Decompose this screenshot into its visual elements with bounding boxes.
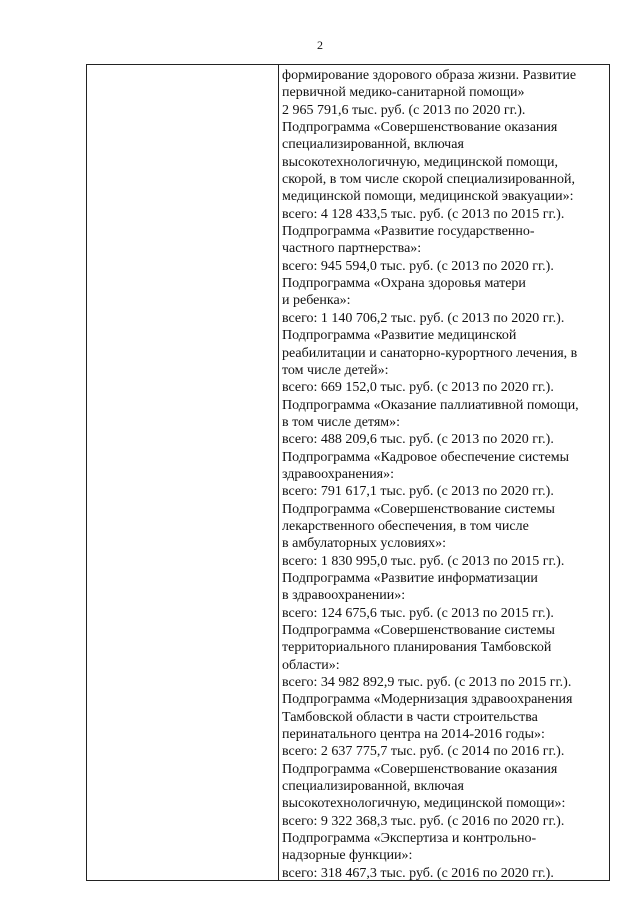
document-table <box>86 64 610 881</box>
text-line: территориального планирования Тамбовской <box>282 640 552 656</box>
text-line: всего: 9 322 368,3 тыс. руб. (с 2016 по 2020 гг.). <box>282 813 565 829</box>
text-line: Подпрограмма «Развитие информатизации <box>282 570 538 586</box>
text-line: 2 965 791,6 тыс. руб. (с 2013 по 2020 гг.). <box>282 102 526 118</box>
text-line: специализированной, включая <box>282 779 464 795</box>
text-line: в здравоохранении»: <box>282 588 406 604</box>
text-line: формирование здорового образа жизни. Развитие <box>282 68 577 83</box>
text-line: всего: 488 209,6 тыс. руб. (с 2013 по 2020 гг.). <box>282 432 554 448</box>
text-line: в том числе детям»: <box>282 414 401 430</box>
text-line: Подпрограмма «Модернизация здравоохранения <box>282 692 573 708</box>
text-line: медицинской помощи, медицинской эвакуации»: <box>282 189 574 205</box>
text-line: частного партнерства»: <box>282 241 422 257</box>
text-line: высокотехнологичную, медицинской помощи, <box>282 154 558 170</box>
text-line: Подпрограмма «Охрана здоровья матери <box>282 276 526 292</box>
text-line: Подпрограмма «Развитие государственно- <box>282 224 535 240</box>
text-line: здравоохранения»: <box>282 466 395 482</box>
text-line: всего: 4 128 433,5 тыс. руб. (с 2013 по 2015 гг.). <box>282 206 565 222</box>
table-right-cell <box>279 65 609 880</box>
text-line: всего: 945 594,0 тыс. руб. (с 2013 по 2020 гг.). <box>282 258 554 274</box>
text-line: надзорные функции»: <box>282 848 413 864</box>
text-line: всего: 318 467,3 тыс. руб. (с 2016 по 2020 гг.). <box>282 865 554 881</box>
text-line: высокотехнологичную, медицинской помощи»: <box>282 796 566 812</box>
table-left-cell <box>87 65 279 880</box>
text-line: Подпрограмма «Оказание паллиативной помощи, <box>282 397 579 413</box>
text-line: Подпрограмма «Совершенствование оказания <box>282 120 558 136</box>
text-line: всего: 1 830 995,0 тыс. руб. (с 2013 по 2015 гг.). <box>282 553 565 569</box>
text-line: Подпрограмма «Совершенствование оказания <box>282 761 558 777</box>
text-line: Подпрограмма «Совершенствование системы <box>282 501 555 517</box>
text-line: реабилитации и санаторно-курортного лечения, в <box>282 345 578 361</box>
text-line: том числе детей»: <box>282 362 389 378</box>
text-line: всего: 1 140 706,2 тыс. руб. (с 2013 по 2020 гг.). <box>282 310 565 326</box>
text-line: скорой, в том числе скорой специализированной, <box>282 172 576 188</box>
text-line: всего: 791 617,1 тыс. руб. (с 2013 по 2020 гг.). <box>282 484 554 500</box>
text-line: специализированной, включая <box>282 137 464 153</box>
text-line: Подпрограмма «Совершенствование системы <box>282 623 555 638</box>
text-line: всего: 2 637 775,7 тыс. руб. (с 2014 по 2016 гг.). <box>282 744 565 760</box>
text-line: Тамбовской области в части строительства <box>282 709 538 725</box>
text-line: лекарственного обеспечения, в том числе <box>282 518 529 534</box>
text-line: и ребенка»: <box>282 293 351 309</box>
text-line: Подпрограмма «Развитие медицинской <box>282 328 517 344</box>
text-line: первичной медико-санитарной помощи» <box>282 85 525 101</box>
text-line: всего: 669 152,0 тыс. руб. (с 2013 по 2020 гг.). <box>282 380 554 396</box>
text-line: в амбулаторных условиях»: <box>282 536 446 552</box>
text-line: Подпрограмма «Экспертиза и контрольно- <box>282 831 537 847</box>
text-line: всего: 124 675,6 тыс. руб. (с 2013 по 2015 гг.). <box>282 605 554 621</box>
page-number: 2 <box>317 38 323 52</box>
text-line: всего: 34 982 892,9 тыс. руб. (с 2013 по 2015 гг.). <box>282 675 572 691</box>
text-line: области»: <box>282 657 340 673</box>
text-line: Подпрограмма «Кадровое обеспечение системы <box>282 449 570 465</box>
text-line: перинатального центра на 2014-2016 годы»: <box>282 727 545 743</box>
